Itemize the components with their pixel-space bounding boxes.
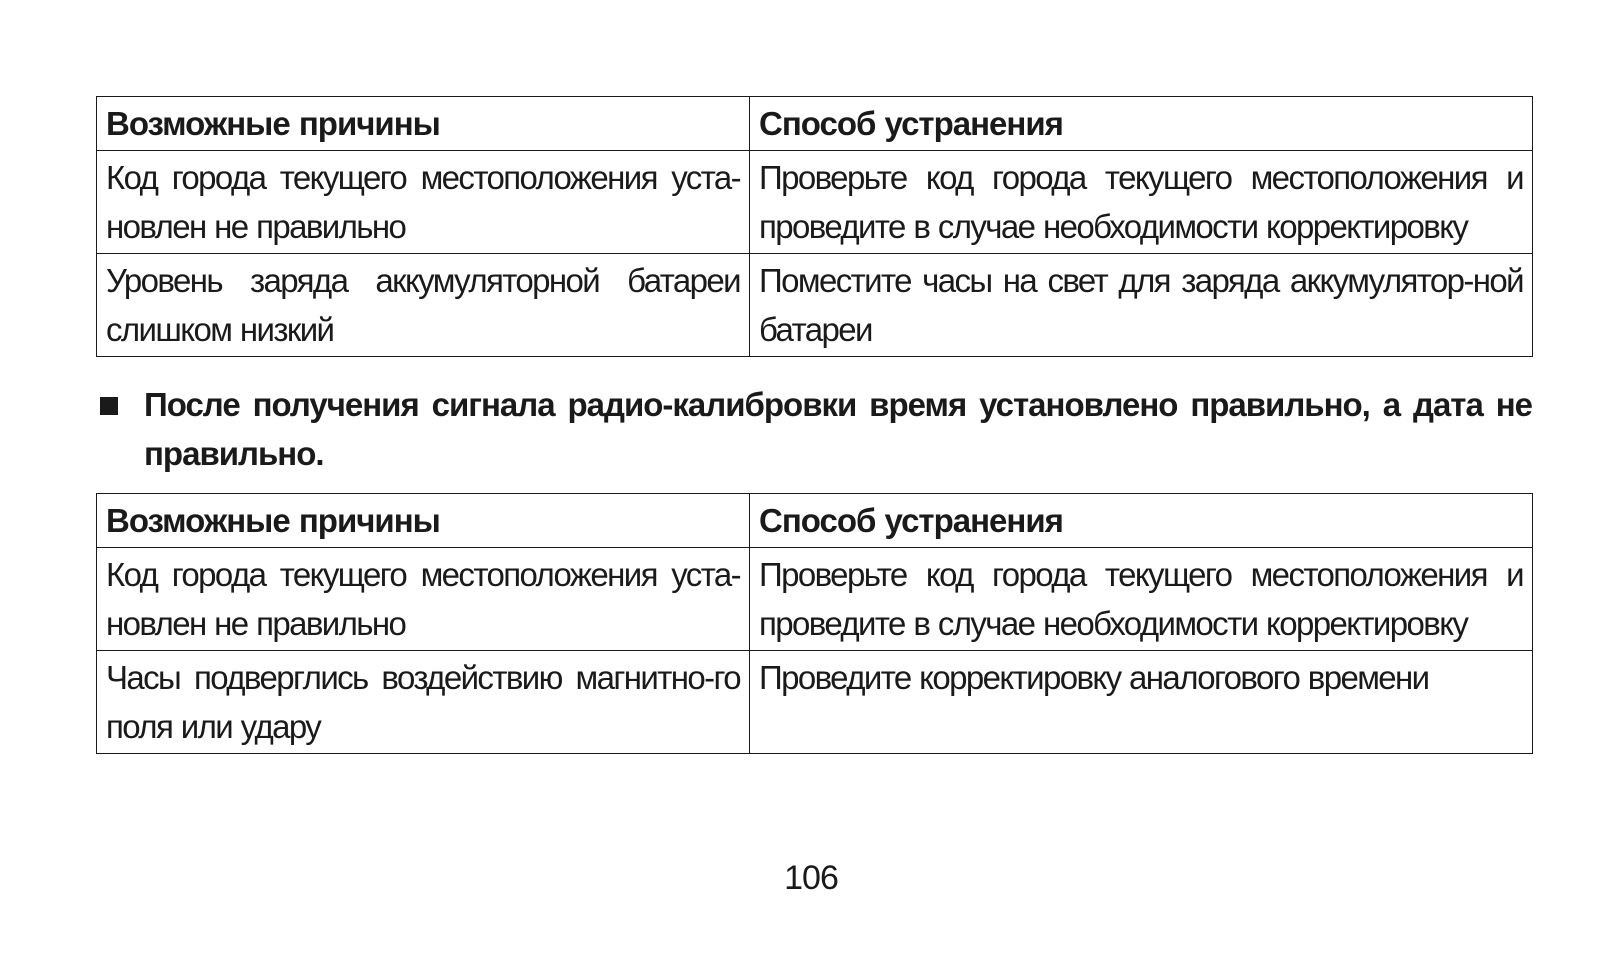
cause-cell: Код города текущего местоположения уста-новлен не правильно: [97, 151, 750, 254]
remedy-cell: Проверьте код города текущего местоположения и проведите в случае необходимости корректировку: [750, 548, 1533, 651]
column-header-causes: Возможные причины: [97, 494, 750, 548]
table-header-row: [97, 97, 1533, 151]
remedy-cell: Проверьте код города текущего местоположения и проведите в случае необходимости корректировку: [750, 151, 1533, 254]
table-row: [97, 548, 1533, 651]
table-header-row: [97, 494, 1533, 548]
troubleshooting-table-1: [96, 96, 1533, 357]
page-number: 106: [784, 859, 838, 897]
cause-cell: Уровень заряда аккумуляторной батареи слишком низкий: [97, 254, 750, 357]
remedy-cell: Проведите корректировку аналогового времени: [750, 651, 1533, 754]
column-header-remedy: Способ устранения: [750, 97, 1533, 151]
cause-cell: Часы подверглись воздействию магнитно-го поля или удару: [97, 651, 750, 754]
troubleshooting-table-2: [96, 493, 1533, 754]
table-row: [97, 151, 1533, 254]
table-row: [97, 651, 1533, 754]
square-bullet-icon: [100, 397, 118, 415]
column-header-causes: Возможные причины: [97, 97, 750, 151]
section-title: После получения сигнала радио-калибровки время установлено правильно, а дата не правильно.: [144, 386, 1532, 472]
cause-cell: Код города текущего местоположения уста-новлен не правильно: [97, 548, 750, 651]
column-header-remedy: Способ устранения: [750, 494, 1533, 548]
remedy-cell: Поместите часы на свет для заряда аккумулятор-ной батареи: [750, 254, 1533, 357]
table-row: [97, 254, 1533, 357]
